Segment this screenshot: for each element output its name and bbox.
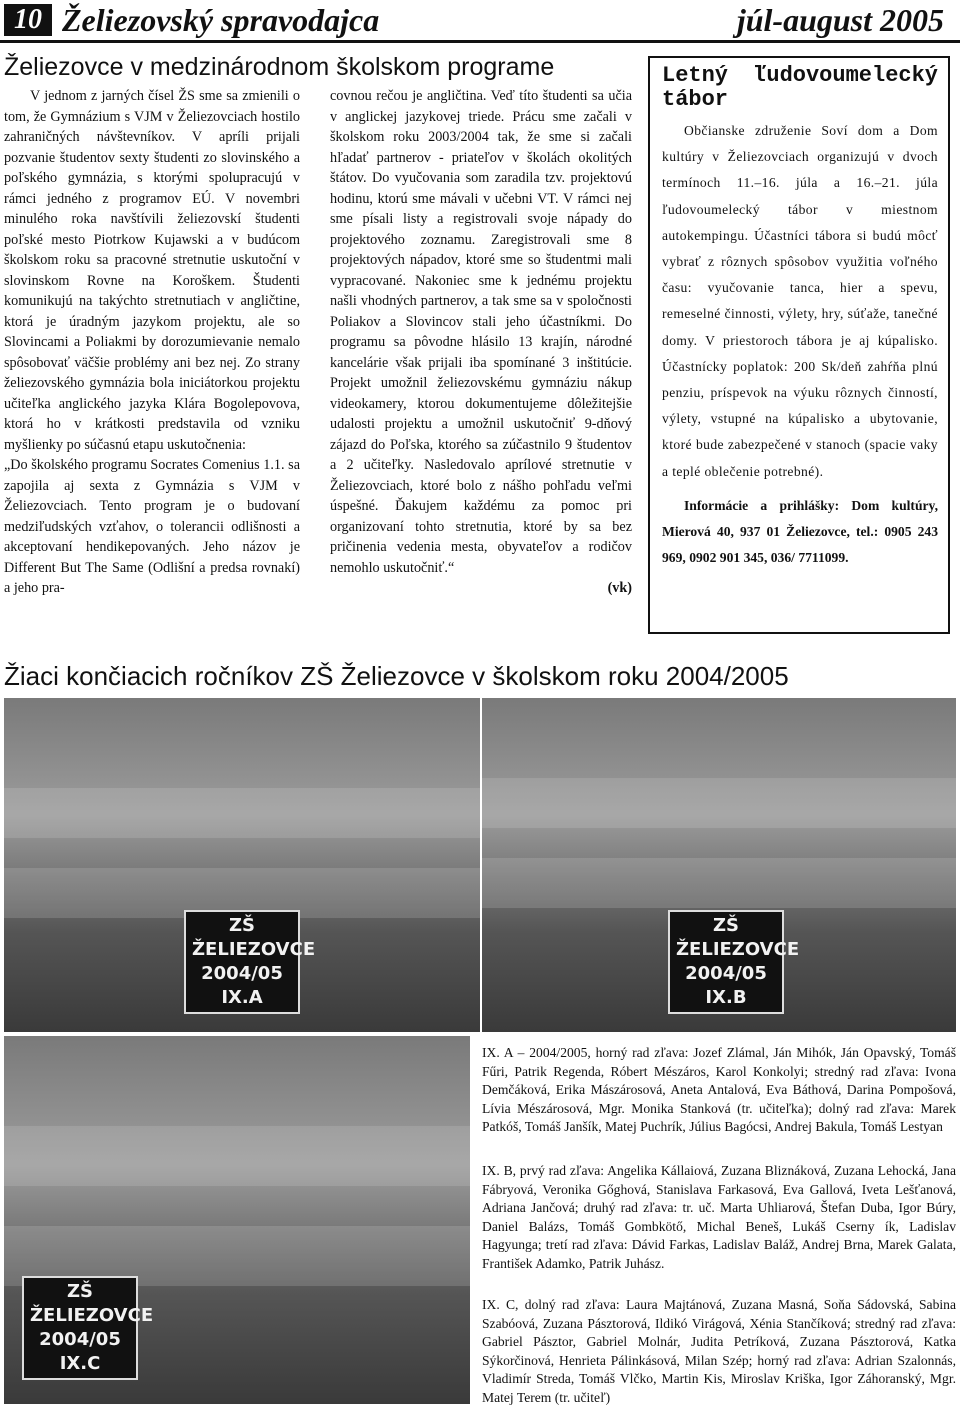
issue-date: júl-august 2005 [736, 2, 944, 38]
summer-camp-contact: Informácie a prihlášky: Dom kultúry, Mierová 40, 937 01 Želiezovce, tel.: 0905 243 969, 0902 901 345, 036/ 7711099. [662, 497, 938, 565]
caption-9b: IX. B, prvý rad zľava: Angelika Kállaiová, Zuzana Bliznáková, Zuzana Lehocká, Jana Fábryová, Veronika Gőghová, Stanislava Farkasová, Eva Gallová, Iveta Lešťanová, Adriana Jančová; druhý rad zľava: tr. uč. Marta Uhliarová, Štefan Duba, Igor Búry, Daniel Balázs, Tomáš Gombkötő, Michal Beneš, Lukáš Cserny ík, Ladislav Hagyunga; tretí rad zľava: Dávid Farkas, Ladislav Baláž, Andrej Brna, Marek Galata, František Adamko, Patrik Juhász. [482, 1163, 956, 1271]
header-rule [0, 40, 960, 43]
summer-camp-title [662, 64, 938, 112]
caption-9a: IX. A – 2004/2005, horný rad zľava: Jozef Zlámal, Ján Mihók, Ján Opavský, Tomáš Fűri, Patrik Regenda, Róbert Mészáros, Karol Konkolyi; stredný rad zľava: Ivona Demčáková, Erika Mászárosová, Aneta Antalová, Eva Báthová, Darina Pompošová, Lívia Mészárosová, Mgr. Monika Stanková (tr. učiteľka); dolný rad zľava: Marek Patkóš, Tomáš Janšík, Matej Puchrík, Július Bagócsi, Andrej Bakula, Tomáš Lestyan [482, 1045, 956, 1135]
page-number: 10 [4, 4, 52, 36]
photo-row-band [482, 858, 956, 908]
masthead-title: Želiezovský spravodajca [62, 2, 380, 38]
article-title: Želiezovce v medzinárodnom školskom programe [4, 53, 555, 81]
class-photo-9a [4, 698, 480, 1032]
summer-camp-title-line-2: tábor [662, 87, 729, 112]
class-sign-9c: ZŠ ŽELIEZOVCE 2004/05 IX.C [22, 1276, 138, 1380]
graduates-section-title: Žiaci končiacich ročníkov ZŠ Želiezovce v školskom roku 2004/2005 [4, 661, 789, 691]
article-paragraph: V jednom z jarných čísel ŽS sme sa zmienili o tom, že Gymnázium s VJM v Želiezovciach hostilo zahraničných návštevníkov. V apríli prijali pozvanie študentov sexty študenti zo slovinského a poľského gymnázia, s ktorými spolupracujú v rámci jedného z programov EÚ. V novembri minulého roka navštívili želiezovskí študenti poľské mesto Piotrkow Kujawski a v budúcom školskom roku sa pracovné stretnutie uskutoční v slovinskom Rovne na Koroškem. Študenti komunikujú na takýchto stretnutiach v angličtine, ktorá je úradným jazykom projektu, ale so Slovincami a Poliakmi by dorozumievanie nemalo spôsobovať väčšie problémy ani bez nej. Zo strany želiezovského gymnázia bola iniciátorkou projektu učiteľka anglického jazyka Klára Bogolepovova, ktorá ho v krátkosti predstavila od vzniku myšlienky po súčasnú etapu uskutočnenia: [4, 88, 300, 453]
class-sign-9b: ZŠ ŽELIEZOVCE 2004/05 IX.B [668, 910, 784, 1014]
summer-camp-box [648, 56, 950, 634]
photo-row-band [482, 778, 956, 828]
class-sign-9a: ZŠ ŽELIEZOVCE 2004/05 IX.A [184, 910, 300, 1014]
article-paragraph: covnou rečou je angličtina. Veď títo študenti sa učia v anglickej jazykovej triede. Prácu sme začali v školskom roku 2003/2004 tak, že sme si začali hľadať partnerov - priateľov v školách okolitých štátov. Do vyučovania som zaradila tzv. projektovú hodinu, ktorú sme mávali v učebni VT. V rámci nej sme písali listy a registrovali svoje nápady do projektového zoznamu. Zaregistrovali sme 8 projektových nápadov, ktoré sme so študentmi mali vypracované. Nakoniec sme k jednému projektu našli vhodných partnerov, a tak sme sa v spoločnosti Poliakov a Slovincov stali jeho účastníkmi. Do programu sa pôvodne hlásilo 13 krajín, národné kancelárie však prijali iba spomínané 3 inštitúcie. Projekt umožnil želiezovskému gymnáziu nákup videokamery, ktorou dokumentujeme dôležitejšie udalosti projektu a umožnil uskutočniť 9-dňový zájazd do Poľska, ktorého sa zúčastnilo 9 študentov a 2 učiteľky. Nasledovalo aprílové stretnutie v Želiezovciach, ktoré bolo z nášho pohľadu veľmi úspešné. Ďakujem každému za pomoc pri organizovaní tohto stretnutia, ktoré by sa bez pričinenia vedenia mesta, obyvateľov a rodičov nemohlo uskutočniť.“ [330, 88, 632, 576]
article-author: (vk) [607, 580, 632, 596]
class-photo-9b [482, 698, 956, 1032]
article-paragraph: „Do školského programu Socrates Comenius 1.1. sa zapojila aj sexta z Gymnázia s VJM v Želiezovciach. Tento program je o budovaní medziľudských vzťahov, o tolerancii odlišnosti a akceptovaní hendikepovaných. Jeho názov je Different But The Same (Odlišní a predsa rovnakí) a jeho pra- [4, 457, 300, 596]
photo-row-band [4, 1126, 470, 1186]
summer-camp-body [662, 118, 938, 485]
article-column-2 [330, 86, 632, 599]
summer-camp-text: Občianske združenie Soví dom a Dom kultúry v Želiezovciach organizujú v dvoch termínoch 11.–16. júla a 16.–21. júla ľudovoumelecký tábor v miestnom autokempingu. Účastníci tábora si budú môcť vybrať z rôznych spôsobov využitia voľného času: vyučovanie tanca, hier a spevu, remeselné činnosti, výlety, hry, súťaže, tanečné domy. V priestoroch tábora je aj kúpalisko. Účastnícky poplatok: 200 Sk/deň zahŕňa plnú penziu, príspevok na výuku rôznych činností, výlety, vstupné na kúpalisko a ubytovanie, ktoré bude zabezpečené v stanoch (spacie vaky a teplé oblečenie potrebné). [662, 123, 938, 479]
class-photo-9c [4, 1036, 470, 1404]
summer-camp-title-line-1: Letný ľudovoumelecký [662, 63, 938, 88]
article-column-1 [4, 86, 300, 599]
caption-9c: IX. C, dolný rad zľava: Laura Majtánová, Zuzana Masná, Soňa Sádovská, Sabina Szabóová, Zuzana Pásztorová, Ildikó Virágová, Xénia Stančíková; stredný rad zľava: Gabriel Pásztor, Gabriel Molnár, Judita Petríková, Zuzana Pásztorová, Katka Sýkorčinová, Henrieta Pálinkásová, Milan Szép; horný rad zľava: Adrian Szalonnás, Vladimír Streda, Tomáš Vlčko, Martin Kis, Miroslav Kriška, Igor Záhoranský, Mgr. Matej Terem (tr. učiteľ) [482, 1297, 956, 1405]
photo-row-band [4, 788, 480, 838]
